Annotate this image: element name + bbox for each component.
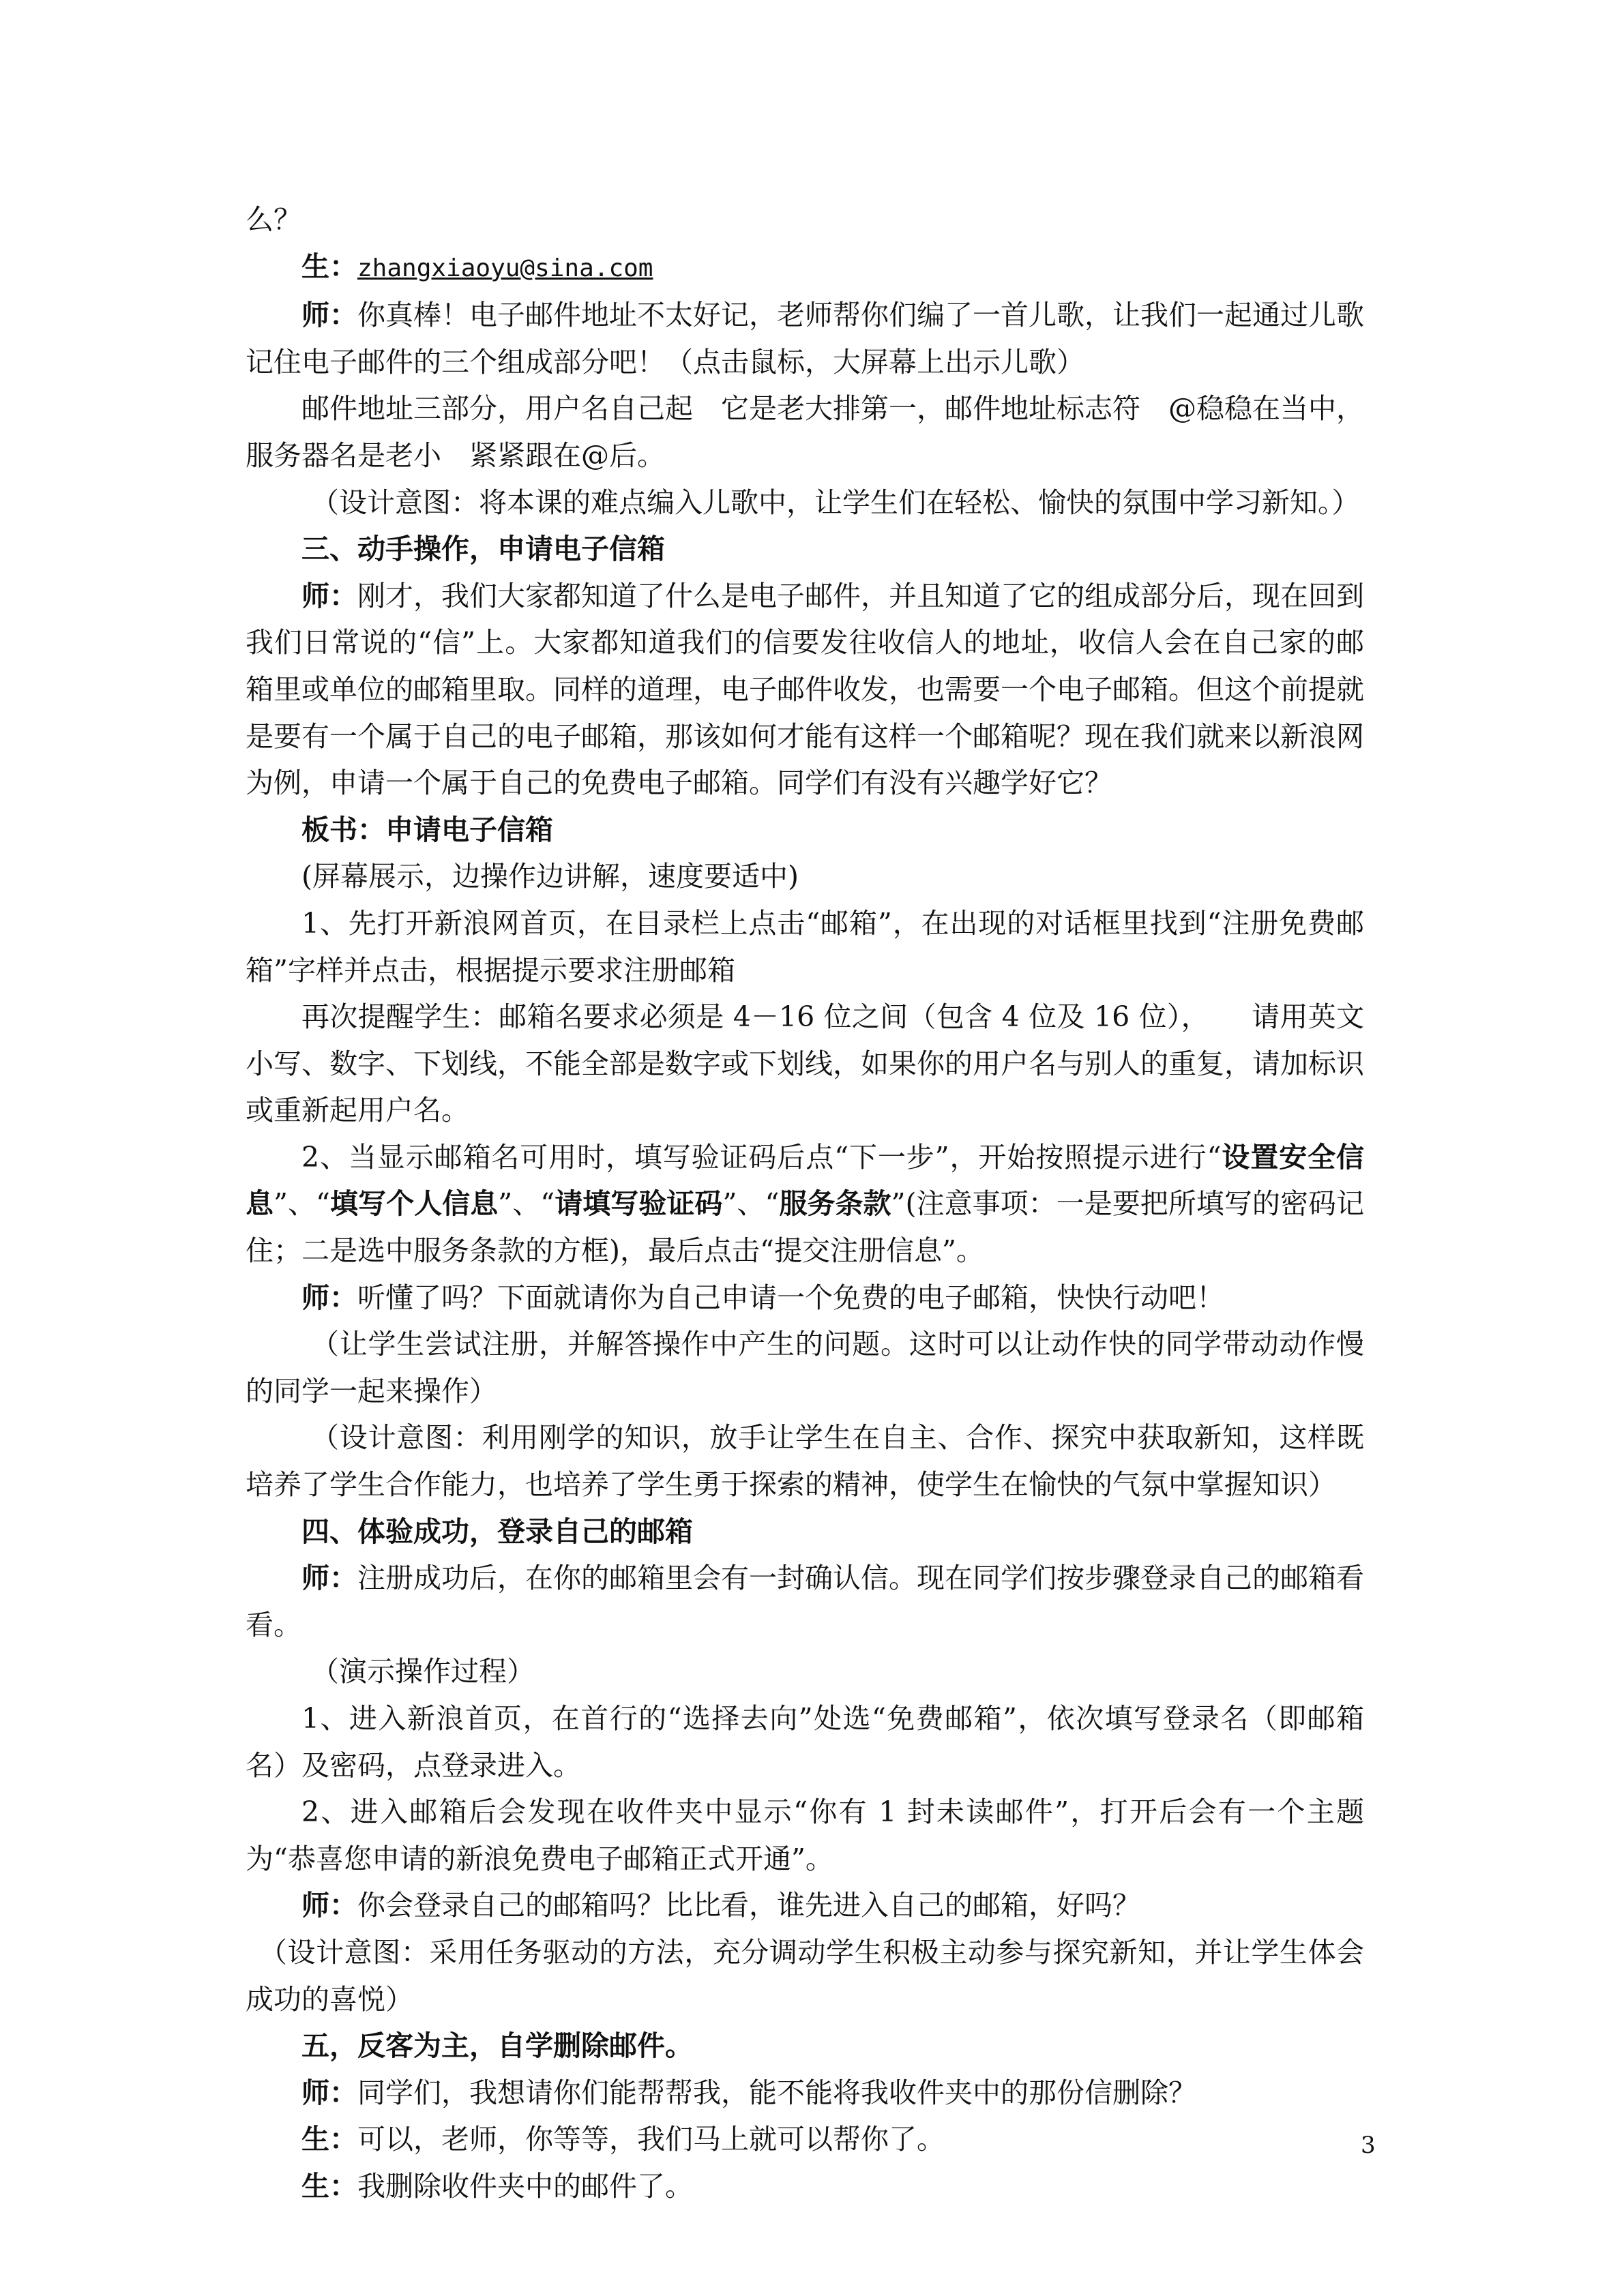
paragraph: [246, 994, 1364, 1134]
page-number: 3: [1361, 2132, 1376, 2159]
speaker-label: 师：: [301, 299, 357, 332]
step-item: [246, 900, 1364, 994]
paragraph: [246, 196, 1364, 243]
text: （演示操作过程）: [311, 1655, 535, 1688]
paragraph: [246, 2116, 1364, 2163]
emphasis: 请填写验证码: [555, 1187, 723, 1221]
heading-text: 板书：申请电子信箱: [301, 813, 553, 846]
speaker-label: 师：: [301, 1281, 357, 1314]
paragraph: [246, 1648, 1364, 1695]
paragraph: [246, 1555, 1364, 1648]
speaker-label: 生：: [301, 2169, 357, 2203]
heading-text: 四、体验成功，登录自己的邮箱: [301, 1515, 693, 1548]
paragraph: [246, 292, 1364, 385]
speaker-label: 师：: [301, 1889, 357, 1922]
text: 刚才，我们大家都知道了什么是电子邮件，并且知道了它的组成部分后，现在回到我们日常说的“信”上。大家都知道我们的信要发往收信人的地址，收信人会在自己家的邮箱里或单位的邮箱里取。同样的道理，电子邮件收发，也需要一个电子邮箱。但这个前提就是要有一个属于自己的电子邮箱，那该如何才能有这样一个邮箱呢？现在我们就来以新浪网为例，申请一个属于自己的免费电子邮箱。同学们有没有兴趣学好它？: [246, 579, 1364, 800]
step-item: [246, 1134, 1364, 1274]
text: 你真棒！电子邮件地址不太好记，老师帮你们编了一首儿歌，让我们一起通过儿歌记住电子邮件的三个组成部分吧！（点击鼠标，大屏幕上出示儿歌）: [246, 299, 1364, 378]
text: 注册成功后，在你的邮箱里会有一封确认信。现在同学们按步骤登录自己的邮箱看看。: [246, 1562, 1364, 1641]
text: （让学生尝试注册，并解答操作中产生的问题。这时可以让动作快的同学带动动作慢的同学一起来操作）: [246, 1328, 1364, 1407]
text: （设计意图：采用任务驱动的方法，充分调动学生积极主动参与探究新知，并让学生体会成功的喜悦）: [246, 1935, 1364, 2016]
emphasis: 填写个人信息: [330, 1187, 499, 1221]
text: 1、先打开新浪网首页，在目录栏上点击“邮箱”，在出现的对话框里找到“注册免费邮箱”字样并点击，根据提示要求注册邮箱: [246, 906, 1364, 987]
step-item: [246, 1789, 1364, 1882]
blackboard-heading: [246, 807, 1364, 854]
paragraph: [246, 385, 1364, 479]
paragraph: [246, 1321, 1364, 1414]
design-intent-note: [246, 479, 1364, 526]
text: ”、“: [274, 1187, 331, 1221]
heading-text: 三、动手操作，申请电子信箱: [301, 533, 665, 566]
design-intent-note: [246, 1414, 1364, 1508]
step-item: [246, 1695, 1364, 1789]
paragraph: [246, 2163, 1364, 2210]
speaker-label: 师：: [301, 1562, 357, 1595]
section-heading: [246, 2023, 1364, 2070]
emphasis: 设置安全信息: [246, 1140, 1365, 1221]
paragraph: [246, 853, 1364, 900]
paragraph: [246, 1882, 1364, 1929]
section-heading: [246, 526, 1364, 573]
speaker-label: 生：: [301, 2123, 357, 2156]
paragraph: [246, 1274, 1364, 1322]
text: 同学们，我想请你们能帮帮我，能不能将我收件夹中的那份信删除？: [357, 2076, 1196, 2109]
nursery-rhyme: 邮件地址三部分，用户名自己起 它是老大排第一，邮件地址标志符 @稳稳在当中，服务器名是老小 紧紧跟在@后。: [246, 392, 1364, 472]
design-intent-note: [246, 1929, 1364, 2023]
text: 我删除收件夹中的邮件了。: [357, 2169, 693, 2203]
text: （设计意图：利用刚学的知识，放手让学生在自主、合作、探究中获取新知，这样既培养了学生合作能力，也培养了学生勇于探索的精神，使学生在愉快的气氛中掌握知识）: [246, 1421, 1364, 1502]
emphasis: 服务条款: [779, 1187, 891, 1221]
paragraph: [246, 243, 1364, 293]
text: ”、“: [498, 1187, 555, 1221]
paragraph: [246, 2070, 1364, 2117]
text: 听懂了吗？下面就请你为自己申请一个免费的电子邮箱，快快行动吧！: [357, 1281, 1224, 1314]
text: 1、进入新浪首页，在首行的“选择去向”处选“免费邮箱”，依次填写登录名（即邮箱名）及密码，点登录进入。: [246, 1702, 1364, 1782]
document-body: [246, 196, 1364, 2210]
text: 你会登录自己的邮箱吗？比比看，谁先进入自己的邮箱，好吗？: [357, 1889, 1140, 1922]
speaker-label: 师：: [301, 579, 357, 612]
text: （设计意图：将本课的难点编入儿歌中，让学生们在轻松、愉快的氛围中学习新知。）: [311, 486, 1360, 519]
speaker-label: 生：: [301, 250, 357, 283]
text: 2、当显示邮箱名可用时，填写验证码后点“下一步”，开始按照提示进行“: [301, 1140, 1222, 1174]
text: 2、进入邮箱后会发现在收件夹中显示“你有 1 封未读邮件”，打开后会有一个主题为“恭喜您申请的新浪免费电子邮箱正式开通”。: [246, 1795, 1364, 1875]
section-heading: [246, 1508, 1364, 1555]
paragraph: [246, 573, 1364, 807]
text: (屏幕展示，边操作边讲解，速度要适中): [301, 860, 799, 893]
email-link[interactable]: zhangxiaoyu@sina.com: [357, 254, 653, 282]
text: ”(注意事项：一是要把所填写的密码记住；二是选中服务条款的方框)，最后点击“提交注册信息”。: [246, 1187, 1365, 1268]
text: 再次提醒学生：邮箱名要求必须是 4－16 位之间（包含 4 位及 16 位）， 请用英文小写、数字、下划线，不能全部是数字或下划线，如果你的用户名与别人的重复，请加标识或重新起用户名。: [246, 1000, 1364, 1127]
heading-text: 五，反客为主，自学删除邮件。: [301, 2029, 693, 2063]
text: 么？: [246, 203, 301, 236]
text: 可以，老师，你等等，我们马上就可以帮你了。: [357, 2123, 945, 2156]
text: ”、“: [722, 1187, 780, 1221]
speaker-label: 师：: [301, 2076, 357, 2109]
